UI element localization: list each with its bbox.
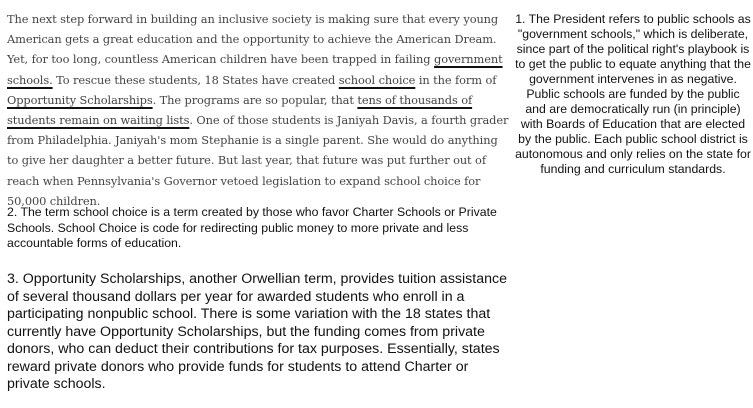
annotation-note-2: 2. The term school choice is a term created by those who favor Charter Schools or Private Schools. School Choice is code for redirecting public money to more private and less accountable forms of education. — [7, 205, 497, 250]
excerpt-text: The next step forward in building an inclusive society is making sure that every young American gets a great education and the opportunity to achieve the American Dream. Yet, for too long, countless American children have been trapped in failing — [7, 12, 499, 67]
annotation-note-3: 3. Opportunity Scholarships, another Orwellian term, provides tuition assistance of several thousand dollars per year for awarded students who enroll in a participating nonpublic school. There is some variation with the 18 states that currently have Opportunity Scholarships, but the funding comes from private donors, who can deduct their contributions for tax purposes. Essentially, states reward private donors who provide funds for students to attend Charter or private schools. — [7, 271, 507, 392]
excerpt-text: . One of those students is Janiyah Davis, a fourth grader from Philadelphia. Janiyah's mom Stephanie is a single parent. She would do anything to give her daughter a better future. But last year, that future was put further out of reach when Pennsylvania's Governor vetoed legislation to expand school choice for 50,000 children. — [7, 113, 509, 208]
underlined-opportunity-scholarships: Opportunity Scholarships — [7, 92, 153, 107]
excerpt-text: To rescue these students, 18 States have created — [52, 72, 339, 87]
excerpt-text: . The programs are so popular, that — [152, 92, 358, 107]
underlined-government-schools: government schools. — [7, 52, 503, 87]
annotation-note-1: 1. The President refers to public schools as "government schools," which is deliberate, since part of the political right's playbook is to get the public to equate anything that the government intervenes in as negative. Public schools are funded by the public and are democratically run (in principle) with Boards of Education that are elected by the public. Each public school district is autonomous and only relies on the state for funding and curriculum standards. — [515, 12, 751, 176]
underlined-waiting-lists: tens of thousands of students remain on waiting lists — [7, 92, 473, 128]
underlined-school-choice: school choice — [338, 72, 416, 87]
excerpt-text: in the form of — [415, 72, 497, 87]
speech-excerpt — [7, 9, 512, 211]
